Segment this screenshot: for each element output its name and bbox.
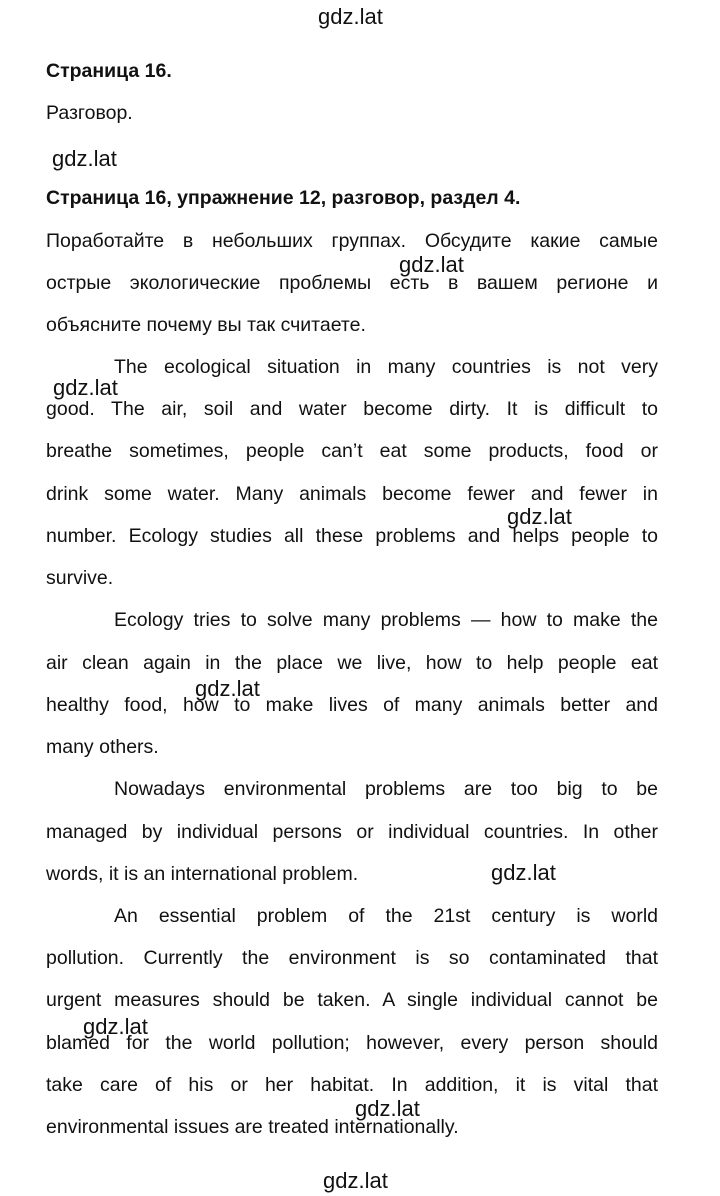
paragraph-line: Ecology tries to solve many problems — how to make the: [114, 609, 658, 631]
paragraph-line: survive.: [46, 567, 114, 589]
paragraph-line: The ecological situation in many countries is not very: [114, 356, 658, 378]
paragraph-line: healthy food, how to make lives of many animals better and: [46, 694, 658, 716]
task-line: острые экологические проблемы есть в вашем регионе и: [46, 272, 658, 294]
paragraph-line: many others.: [46, 736, 159, 758]
watermark: gdz.lat: [318, 4, 383, 29]
paragraph-line: number. Ecology studies all these problems and helps people to: [46, 525, 658, 547]
exercise-heading: Страница 16, упражнение 12, разговор, раздел 4.: [46, 187, 521, 209]
watermark: gdz.lat: [323, 1168, 388, 1193]
paragraph-line: pollution. Currently the environment is so contaminated that: [46, 947, 658, 969]
watermark: gdz.lat: [83, 1014, 148, 1039]
watermark: gdz.lat: [195, 676, 260, 701]
paragraph-line: good. The air, soil and water become dirty. It is difficult to: [46, 398, 658, 420]
paragraph-line: blamed for the world pollution; however, every person should: [46, 1032, 658, 1054]
watermark: gdz.lat: [399, 252, 464, 277]
page-heading: Страница 16.: [46, 60, 172, 82]
watermark: gdz.lat: [52, 146, 117, 171]
watermark: gdz.lat: [507, 504, 572, 529]
task-line: объясните почему вы так считаете.: [46, 314, 366, 336]
paragraph-line: take care of his or her habitat. In addition, it is vital that: [46, 1074, 658, 1096]
task-line: Поработайте в небольших группах. Обсудите какие самые: [46, 230, 658, 252]
watermark: gdz.lat: [491, 860, 556, 885]
paragraph-line: words, it is an international problem.: [46, 863, 359, 885]
paragraph-line: urgent measures should be taken. A single individual cannot be: [46, 989, 658, 1011]
paragraph-line: managed by individual persons or individual countries. In other: [46, 821, 658, 843]
paragraph-line: environmental issues are treated internationally.: [46, 1116, 459, 1138]
paragraph-line: Nowadays environmental problems are too big to be: [114, 778, 658, 800]
paragraph-line: air clean again in the place we live, how to help people eat: [46, 652, 658, 674]
paragraph-line: An essential problem of the 21st century is world: [114, 905, 658, 927]
watermark: gdz.lat: [53, 375, 118, 400]
topic-label: Разговор.: [46, 102, 133, 124]
watermark: gdz.lat: [355, 1096, 420, 1121]
paragraph-line: breathe sometimes, people can’t eat some products, food or: [46, 440, 658, 462]
paragraph-line: drink some water. Many animals become fewer and fewer in: [46, 483, 658, 505]
